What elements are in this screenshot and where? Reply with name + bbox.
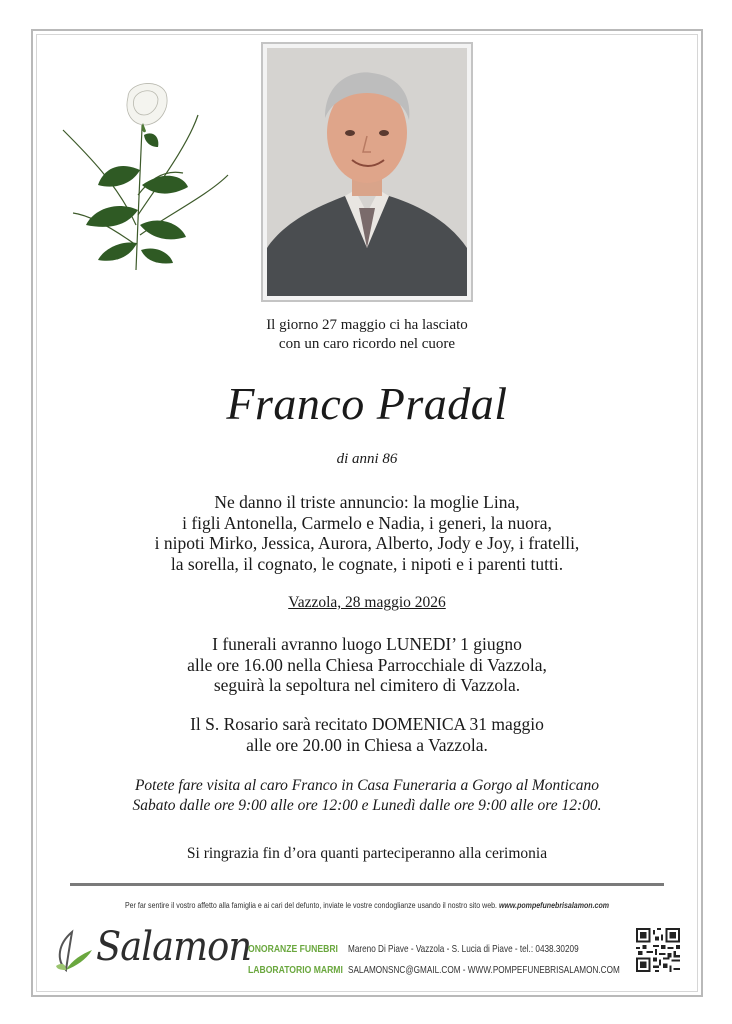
funeral-line: alle ore 16.00 nella Chiesa Parrocchiale di Vazzola,: [187, 654, 547, 675]
rosary-line: alle ore 20.00 in Chiesa a Vazzola.: [246, 734, 488, 755]
visit-info: [36, 776, 698, 816]
service-item: LABORATORIO MARMI: [248, 964, 343, 976]
contact-info: [348, 939, 620, 981]
thanks-text: Si ringrazia fin d’ora quanti parteciperanno alla cerimonia: [186, 845, 548, 862]
announcement-line: i nipoti Mirko, Jessica, Aurora, Alberto, Jody e Joy, i fratelli,: [154, 533, 580, 553]
funeral-line: seguirà la sepoltura nel cimitero di Vazzola.: [213, 675, 521, 695]
services-list: [248, 939, 343, 981]
intro-line: Il giorno 27 maggio ci ha lasciato: [266, 317, 468, 333]
qr-code-icon[interactable]: [636, 928, 680, 972]
man-portrait-icon: [267, 48, 467, 296]
condolence-footnote: [76, 901, 659, 910]
visit-line: Potete fare visita al caro Franco in Casa Funeraria a Gorgo al Monticano: [134, 777, 600, 794]
portrait-photo: [261, 42, 473, 302]
address-line: Mareno Di Piave - Vazzola - S. Lucia di Piave - tel.: 0438.30209: [348, 943, 579, 955]
footnote-text: Per far sentire il vostro affetto alla famiglia e ai cari del defunto, inviate le vostre condoglianze usando il nostro sito web.: [124, 901, 497, 910]
contact-line[interactable]: SALAMONSNC@GMAIL.COM - WWW.POMPEFUNEBRISALAMON.COM: [348, 964, 620, 976]
intro-text: [36, 316, 698, 354]
brand-name: Salamon: [96, 924, 252, 970]
footnote-site-link[interactable]: www.pompefunebrisalamon.com: [498, 901, 610, 910]
deceased-name: Franco Pradal: [226, 378, 508, 429]
place-date-text: Vazzola, 28 maggio 2026: [288, 594, 446, 611]
announcement: [36, 492, 698, 574]
place-date: [36, 594, 698, 612]
announcement-line: i figli Antonella, Carmelo e Nadia, i generi, la nuora,: [182, 512, 552, 533]
rosary-info: [36, 714, 698, 755]
service-item: ONORANZE FUNEBRI: [248, 943, 338, 955]
divider: [70, 883, 664, 886]
white-rose-icon: [58, 75, 233, 275]
rosary-line: Il S. Rosario sarà recitato DOMENICA 31 maggio: [190, 714, 544, 734]
age-label: di anni 86: [336, 451, 398, 467]
announcement-line: Ne danno il triste annuncio: la moglie Lina,: [214, 492, 520, 512]
funeral-info: [36, 634, 698, 696]
intro-line: con un caro ricordo nel cuore: [278, 336, 456, 352]
visit-line: Sabato dalle ore 9:00 alle ore 12:00 e Lunedì dalle ore 9:00 alle ore 12:00.: [132, 797, 602, 814]
announcement-line: la sorella, il cognato, le cognate, i nipoti e i parenti tutti.: [170, 553, 564, 574]
funeral-line: I funerali avranno luogo LUNEDI’ 1 giugno: [212, 634, 522, 654]
